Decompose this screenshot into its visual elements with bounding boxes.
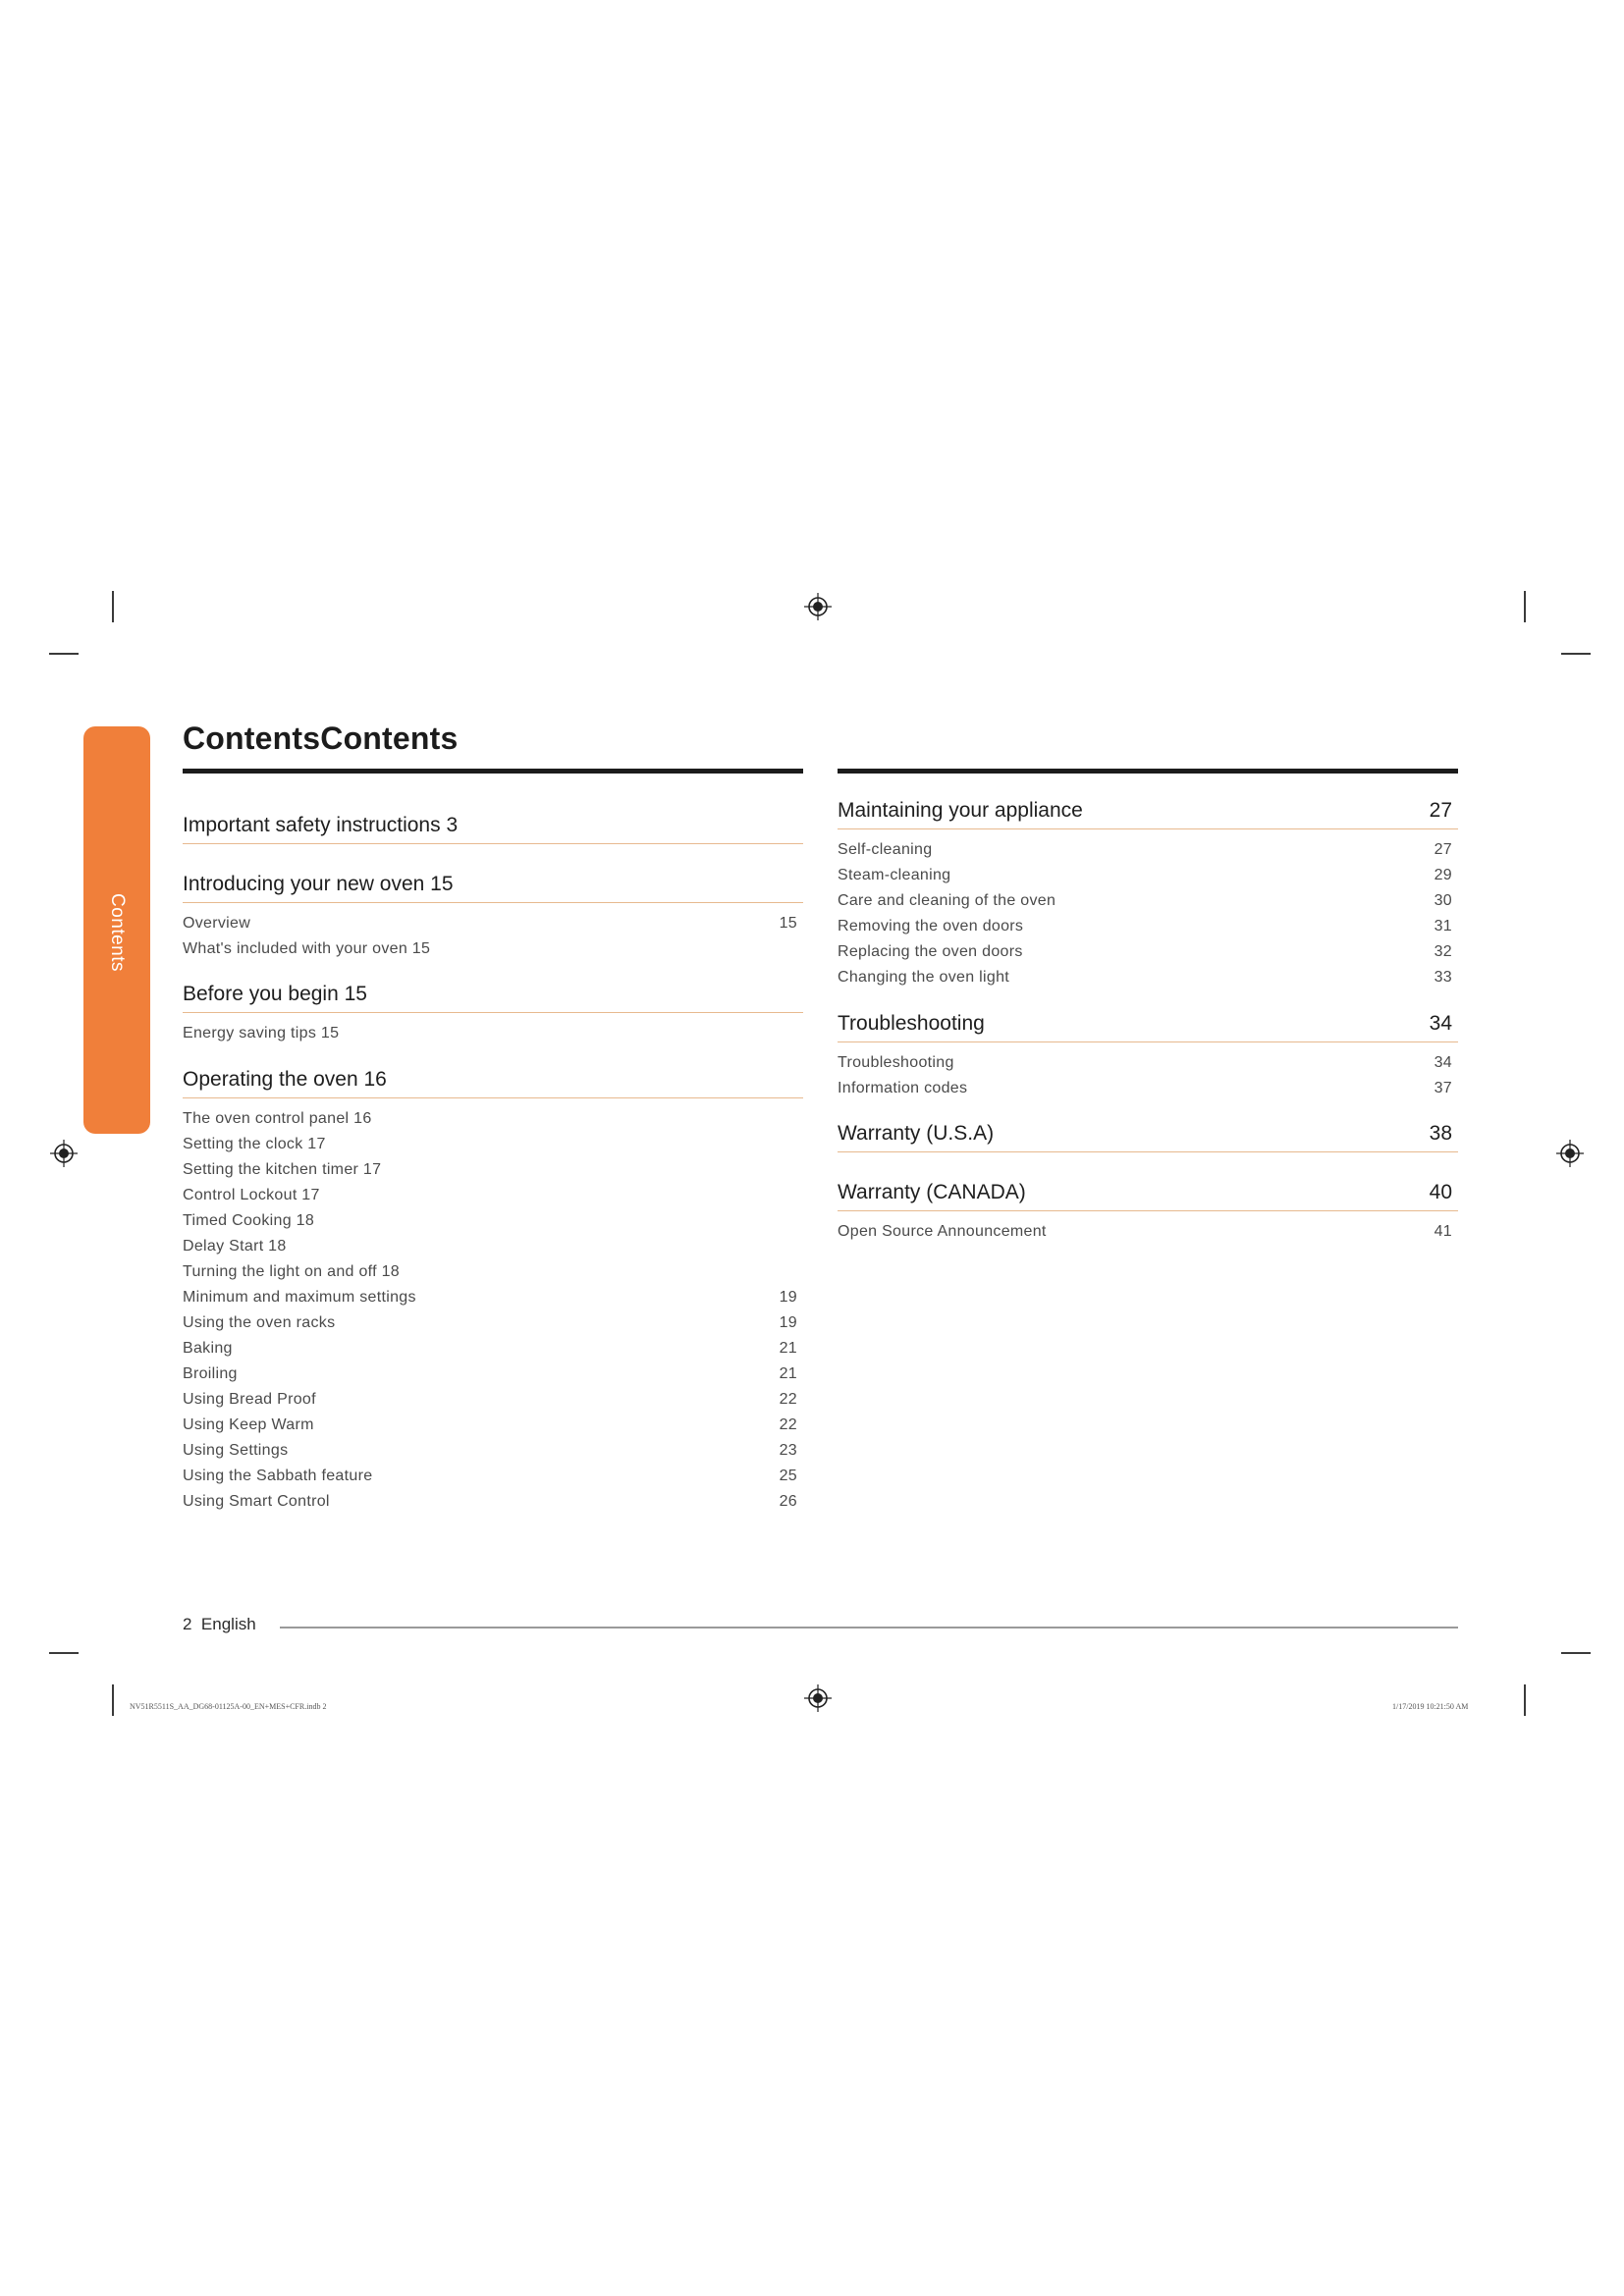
toc-section — [838, 1011, 1458, 1101]
side-tab-label: Contents — [107, 892, 128, 973]
toc-entry-label: Using the Sabbath feature — [183, 1468, 373, 1484]
title-rule-right — [838, 769, 1458, 774]
toc-entry[interactable] — [183, 1438, 803, 1464]
toc-entry-page: 25 — [779, 1468, 797, 1484]
toc-entry[interactable] — [183, 1464, 803, 1489]
toc-entry-page: 41 — [1434, 1223, 1452, 1240]
toc-entry[interactable] — [183, 1106, 803, 1132]
toc-entry-page: 19 — [779, 1289, 797, 1306]
registration-mark-top-icon — [803, 592, 833, 621]
toc-entry-label: Energy saving tips 15 — [183, 1025, 340, 1041]
toc-entry-label: Steam-cleaning — [838, 867, 951, 883]
toc-entry[interactable] — [183, 1234, 803, 1259]
toc-entry-label: Using the oven racks — [183, 1314, 336, 1331]
toc-entry-label: Setting the kitchen timer 17 — [183, 1161, 382, 1178]
toc-entry[interactable] — [183, 1285, 803, 1310]
toc-entry[interactable] — [183, 936, 803, 962]
crop-mark-upper-right — [1561, 653, 1591, 655]
toc-entry-label: Care and cleaning of the oven — [838, 892, 1056, 909]
section-title: Before you begin 15 — [183, 983, 367, 1005]
toc-entry-label: Delay Start 18 — [183, 1238, 287, 1255]
toc-section-heading[interactable] — [183, 1067, 803, 1098]
toc-entry-label: Changing the oven light — [838, 969, 1010, 986]
toc-entry[interactable] — [183, 1336, 803, 1362]
section-title: Operating the oven 16 — [183, 1068, 387, 1091]
toc-entry-page: 27 — [1434, 841, 1452, 858]
toc-entry-page: 32 — [1434, 943, 1452, 960]
toc-entry-label: Minimum and maximum settings — [183, 1289, 416, 1306]
toc-entry-label: Self-cleaning — [838, 841, 933, 858]
toc-entry-label: Troubleshooting — [838, 1054, 954, 1071]
crop-mark-top-left — [112, 591, 114, 622]
toc-entry-label: Control Lockout 17 — [183, 1187, 320, 1203]
toc-entry-label: Using Smart Control — [183, 1493, 330, 1510]
section-page-number: 40 — [1429, 1181, 1452, 1203]
toc-entry-page: 30 — [1434, 892, 1452, 909]
toc-entry-page: 23 — [779, 1442, 797, 1459]
registration-mark-bottom-icon — [803, 1683, 833, 1713]
toc-section — [183, 813, 803, 844]
toc-entry-label: Using Bread Proof — [183, 1391, 316, 1408]
toc-entry[interactable] — [838, 939, 1458, 965]
toc-entry-label: The oven control panel 16 — [183, 1110, 372, 1127]
toc-entry-label: Using Keep Warm — [183, 1416, 314, 1433]
toc-entry-list — [838, 1050, 1458, 1101]
toc-entry-page: 22 — [779, 1416, 797, 1433]
toc-entry-label: Removing the oven doors — [838, 918, 1024, 934]
toc-entry-page: 21 — [779, 1340, 797, 1357]
toc-entry-page: 37 — [1434, 1080, 1452, 1096]
section-title: Important safety instructions 3 — [183, 814, 459, 836]
toc-entry[interactable] — [183, 1362, 803, 1387]
print-slug-timestamp: 1/17/2019 10:21:50 AM — [1392, 1702, 1469, 1711]
contents-side-tab — [83, 726, 150, 1134]
toc-entry-label: Information codes — [838, 1080, 968, 1096]
toc-section — [183, 1067, 803, 1515]
toc-entry-list — [183, 1021, 803, 1046]
toc-section-heading[interactable] — [183, 813, 803, 844]
toc-entry[interactable] — [838, 837, 1458, 863]
print-slug-file: NV51R5511S_AA_DG68-01125A-00_EN+MES+CFR.indb 2 — [130, 1702, 327, 1711]
crop-mark-bottom-left — [112, 1684, 114, 1716]
toc-entry[interactable] — [838, 1050, 1458, 1076]
toc-entry[interactable] — [183, 1489, 803, 1515]
toc-entry-page: 19 — [779, 1314, 797, 1331]
section-title: Introducing your new oven 15 — [183, 873, 454, 895]
toc-section-heading[interactable] — [838, 1180, 1458, 1211]
toc-entry-list — [183, 1106, 803, 1515]
toc-entry-list — [183, 911, 803, 962]
toc-section-heading[interactable] — [838, 1121, 1458, 1152]
footer-rule — [280, 1627, 1458, 1629]
toc-entry[interactable] — [183, 911, 803, 936]
toc-entry-label: Baking — [183, 1340, 233, 1357]
toc-entry-label: Broiling — [183, 1365, 238, 1382]
toc-entry[interactable] — [183, 1157, 803, 1183]
toc-entry[interactable] — [838, 1076, 1458, 1101]
registration-mark-right-icon — [1555, 1139, 1585, 1168]
toc-section — [838, 798, 1458, 990]
page-number: 2 — [183, 1615, 192, 1633]
toc-entry[interactable] — [183, 1259, 803, 1285]
page-language: English — [200, 1615, 256, 1633]
toc-entry[interactable] — [838, 863, 1458, 888]
toc-entry-page: 29 — [1434, 867, 1452, 883]
toc-entry-label: Using Settings — [183, 1442, 289, 1459]
footer-page-number — [183, 1615, 256, 1634]
toc-entry-label: Setting the clock 17 — [183, 1136, 326, 1152]
toc-entry-page: 33 — [1434, 969, 1452, 986]
crop-mark-bottom-right — [1524, 1684, 1526, 1716]
section-title: Troubleshooting — [838, 1012, 985, 1035]
toc-section — [183, 872, 803, 962]
toc-entry[interactable] — [183, 1208, 803, 1234]
crop-mark-lower-right — [1561, 1652, 1591, 1654]
toc-entry[interactable] — [838, 914, 1458, 939]
toc-entry-page: 22 — [779, 1391, 797, 1408]
toc-entry[interactable] — [838, 1219, 1458, 1245]
toc-entry[interactable] — [183, 1387, 803, 1413]
toc-section-heading[interactable] — [838, 1011, 1458, 1042]
toc-entry-page: 26 — [779, 1493, 797, 1510]
toc-section — [838, 1180, 1458, 1245]
toc-section-heading[interactable] — [183, 982, 803, 1013]
registration-mark-left-icon — [49, 1139, 79, 1168]
toc-section-heading[interactable] — [183, 872, 803, 903]
crop-mark-top-right — [1524, 591, 1526, 622]
section-page-number: 27 — [1429, 799, 1452, 822]
toc-entry-list — [838, 1219, 1458, 1245]
crop-mark-upper-left — [49, 653, 79, 655]
toc-entry-label: What's included with your oven 15 — [183, 940, 431, 957]
toc-entry-page: 15 — [779, 915, 797, 932]
section-title: Maintaining your appliance — [838, 799, 1083, 822]
toc-section — [183, 982, 803, 1046]
toc-section-heading[interactable] — [838, 798, 1458, 829]
crop-mark-lower-left — [49, 1652, 79, 1654]
title-rule-left — [183, 769, 803, 774]
toc-entry-label: Open Source Announcement — [838, 1223, 1047, 1240]
section-title: Warranty (U.S.A) — [838, 1122, 995, 1145]
toc-entry-page: 34 — [1434, 1054, 1452, 1071]
toc-entry[interactable] — [183, 1310, 803, 1336]
toc-entry-label: Overview — [183, 915, 251, 932]
toc-entry-label: Timed Cooking 18 — [183, 1212, 315, 1229]
page-title: ContentsContents — [183, 721, 459, 756]
section-title: Warranty (CANADA) — [838, 1181, 1026, 1203]
toc-section — [838, 1121, 1458, 1152]
toc-entry[interactable] — [838, 888, 1458, 914]
toc-entry-label: Turning the light on and off 18 — [183, 1263, 401, 1280]
toc-entry[interactable] — [183, 1132, 803, 1157]
section-page-number: 38 — [1429, 1122, 1452, 1145]
toc-entry-page: 21 — [779, 1365, 797, 1382]
toc-entry-label: Replacing the oven doors — [838, 943, 1023, 960]
toc-entry-page: 31 — [1434, 918, 1452, 934]
toc-entry-list — [838, 837, 1458, 990]
toc-entry[interactable] — [183, 1021, 803, 1046]
toc-entry[interactable] — [183, 1413, 803, 1438]
section-page-number: 34 — [1429, 1012, 1452, 1035]
toc-entry[interactable] — [183, 1183, 803, 1208]
toc-entry[interactable] — [838, 965, 1458, 990]
